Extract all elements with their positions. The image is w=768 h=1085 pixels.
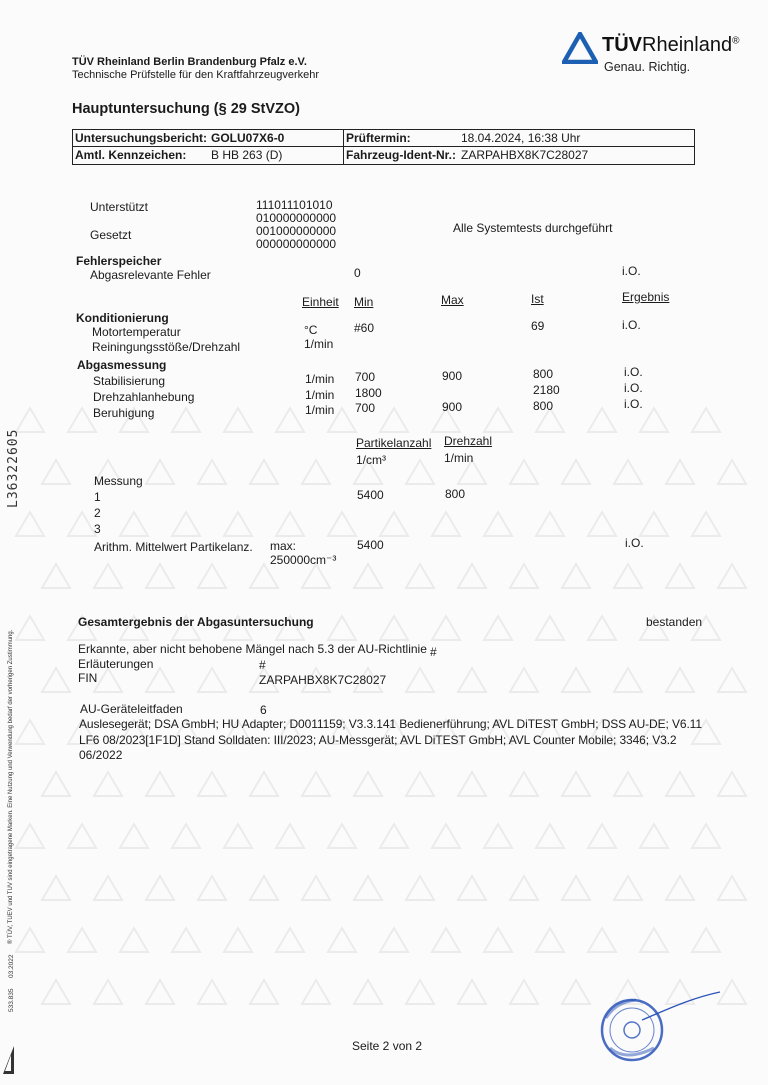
exhaust-row-label: Beruhigung (93, 406, 155, 420)
watermark-triangle (198, 668, 226, 692)
watermark-triangle (224, 512, 252, 536)
watermark-triangle (718, 876, 746, 900)
watermark-triangle (380, 512, 408, 536)
serial-number: L36322605 (6, 428, 21, 508)
watermark-triangle (198, 564, 226, 588)
watermark-triangle (406, 460, 434, 484)
watermark-triangle (458, 668, 486, 692)
form-date: 03.2022 (8, 954, 15, 978)
summary-result: bestanden (646, 615, 703, 629)
watermark-triangle (458, 876, 486, 900)
tuv-triangle-icon (562, 32, 598, 64)
logo-wordmark: TÜVRheinland® (602, 34, 740, 56)
column-max: Max (441, 293, 464, 307)
exhaust-row-unit: 1/min (305, 388, 335, 402)
watermark-triangle (458, 564, 486, 588)
watermark-triangle (302, 772, 330, 796)
watermark-triangle (198, 980, 226, 1004)
watermark-triangle (146, 980, 174, 1004)
watermark-triangle (692, 512, 720, 536)
watermark-triangle (328, 512, 356, 536)
conditioning-row-unit: 1/min (304, 337, 334, 351)
defects-label: Erkannte, aber nicht behobene Mängel nach 5.3 der AU-Richtlinie (78, 642, 427, 656)
watermark-triangle (458, 980, 486, 1004)
system-tests-status: Alle Systemtests durchgeführt (453, 221, 613, 235)
exhaust-row-result: i.O. (624, 397, 643, 411)
watermark-triangle (614, 772, 642, 796)
watermark-triangle (250, 564, 278, 588)
conditioning-row-label: Reiningungsstöße/Drehzahl (92, 340, 241, 354)
watermark-triangle (692, 824, 720, 848)
watermark-triangle (484, 824, 512, 848)
org-name: TÜV Rheinland Berlin Brandenburg Pfalz e.V. (72, 56, 307, 68)
watermark-triangle (640, 928, 668, 952)
watermark-triangle (614, 564, 642, 588)
watermark-triangle (94, 876, 122, 900)
watermark-triangle (250, 876, 278, 900)
rpm-unit: 1/min (444, 451, 474, 465)
org-subtitle: Technische Prüfstelle für den Kraftfahrzeugverkehr (72, 69, 320, 81)
watermark-triangle (510, 564, 538, 588)
page-number: Seite 2 von 2 (352, 1039, 423, 1053)
vin-label: Fahrzeug-Ident-Nr.: (346, 148, 456, 162)
devices-line: Auslesegerät; DSA GmbH; HU Adapter; D0011159; V3.3.141 Bedienerführung; AVL DiTEST GmbH; DSS AU-DE; V6.11 (79, 717, 702, 731)
watermark-triangle (146, 772, 174, 796)
corner-mark-icon (2, 1045, 16, 1075)
watermark-triangle (224, 928, 252, 952)
watermark-triangle (406, 980, 434, 1004)
watermark-triangle (250, 772, 278, 796)
watermark-triangle (276, 512, 304, 536)
exhaust-row-min: 1800 (355, 386, 382, 400)
watermark-triangle (276, 928, 304, 952)
exhaust-row-actual: 800 (533, 399, 554, 413)
watermark-triangle (380, 408, 408, 432)
notes-label: Erläuterungen (78, 657, 154, 671)
watermark-triangle (640, 824, 668, 848)
watermark-triangle (406, 564, 434, 588)
watermark-triangle (666, 564, 694, 588)
watermark-triangle (510, 980, 538, 1004)
watermark-triangle (484, 616, 512, 640)
watermark-triangle (94, 980, 122, 1004)
watermark-triangle (718, 460, 746, 484)
exhaust-row-label: Stabilisierung (93, 374, 166, 388)
conditioning-row-label: Motortemperatur (92, 325, 181, 339)
readiness-code: 111011101010 (256, 198, 333, 212)
supported-label: Unterstützt (90, 200, 149, 214)
column-actual: Ist (531, 292, 544, 306)
summary-title: Gesamtergebnis der Abgasuntersuchung (78, 615, 314, 629)
watermark-triangle (536, 928, 564, 952)
watermark-triangle (432, 824, 460, 848)
watermark-triangle (432, 512, 460, 536)
info-table-divider (343, 130, 344, 164)
particle-count-unit: 1/cm³ (356, 453, 386, 467)
watermark-triangle (354, 772, 382, 796)
watermark-triangle (198, 460, 226, 484)
watermark-triangle (432, 616, 460, 640)
watermark-triangle (510, 668, 538, 692)
watermark-triangle (302, 876, 330, 900)
watermark-triangle (380, 824, 408, 848)
watermark-triangle (354, 980, 382, 1004)
readiness-code: 000000000000 (256, 237, 337, 251)
document-title: Hauptuntersuchung (§ 29 StVZO) (72, 101, 300, 117)
watermark-triangle (172, 824, 200, 848)
watermark-triangle (588, 408, 616, 432)
exhaust-row-actual: 800 (533, 367, 554, 381)
watermark-triangle (42, 772, 70, 796)
watermark-triangle (224, 824, 252, 848)
watermark-triangle (16, 824, 44, 848)
mean-max-value: 250000cm⁻³ (270, 553, 337, 567)
inspection-stamp (596, 990, 726, 1070)
column-min: Min (354, 295, 374, 309)
watermark-triangle (406, 668, 434, 692)
watermark-triangle (146, 876, 174, 900)
watermark-triangle (640, 408, 668, 432)
watermark-triangle (224, 408, 252, 432)
watermark-triangle (120, 928, 148, 952)
guide-value: 6 (260, 703, 267, 717)
watermark-triangle (432, 928, 460, 952)
watermark-triangle (562, 460, 590, 484)
watermark-triangle (16, 616, 44, 640)
watermark-triangle (16, 512, 44, 536)
watermark-triangle (640, 512, 668, 536)
watermark-triangle (94, 564, 122, 588)
watermark-triangle (510, 876, 538, 900)
watermark-triangle (42, 668, 70, 692)
watermark-triangle (146, 460, 174, 484)
watermark-triangle (614, 460, 642, 484)
watermark-triangle (614, 876, 642, 900)
watermark-triangle (380, 616, 408, 640)
watermark-triangle (510, 772, 538, 796)
watermark-triangle (302, 460, 330, 484)
watermark-triangle (354, 876, 382, 900)
plate-value: B HB 263 (D) (211, 148, 283, 162)
measure-label: Messung (94, 474, 143, 488)
conditioning-row-min: #60 (354, 321, 375, 335)
exhaust-row-unit: 1/min (305, 372, 335, 386)
watermark-triangle (484, 408, 512, 432)
watermark-triangle (536, 824, 564, 848)
report-label: Untersuchungsbericht: (75, 131, 208, 145)
watermark-triangle (250, 460, 278, 484)
watermark-triangle (302, 980, 330, 1004)
watermark-triangle (16, 720, 44, 744)
exhaust-row-max: 900 (442, 369, 463, 383)
watermark-triangle (536, 616, 564, 640)
watermark-triangle (146, 668, 174, 692)
watermark-triangle (172, 408, 200, 432)
defects-value: # (430, 645, 437, 659)
exhaust-title: Abgasmessung (77, 358, 167, 372)
fault-memory-label: Abgasrelevante Fehler (90, 268, 211, 282)
watermark-triangle (562, 564, 590, 588)
column-unit: Einheit (302, 295, 339, 309)
vin-value: ZARPAHBX8K7C28027 (461, 148, 589, 162)
watermark-triangle (94, 668, 122, 692)
fin-label: FIN (78, 671, 98, 685)
watermark-triangle (68, 408, 96, 432)
measure-rpm: 800 (445, 487, 466, 501)
watermark-triangle (588, 616, 616, 640)
legal-notice: ® TÜV, TUEV und TUV sind eingetragene Marken. Eine Nutzung und Verwendung bedarf der vorherigen Zustimmung. (8, 629, 14, 944)
watermark-triangle (562, 980, 590, 1004)
watermark-triangle (484, 928, 512, 952)
mean-result: i.O. (625, 536, 644, 550)
conditioning-row-result: i.O. (622, 318, 641, 332)
readiness-code: 010000000000 (256, 211, 337, 225)
watermark-triangle (328, 928, 356, 952)
watermark-triangle (354, 564, 382, 588)
fault-memory-title: Fehlerspeicher (76, 254, 162, 268)
watermark-triangle (68, 928, 96, 952)
watermark-triangle (588, 928, 616, 952)
watermark-triangle (614, 668, 642, 692)
watermark-triangle (276, 408, 304, 432)
watermark-triangle (562, 876, 590, 900)
watermark-triangle (250, 980, 278, 1004)
fault-memory-value: 0 (354, 266, 361, 280)
watermark-triangle (328, 616, 356, 640)
measure-no: 3 (94, 522, 101, 536)
watermark-triangle (666, 772, 694, 796)
watermark-triangle (458, 772, 486, 796)
watermark-triangle (94, 772, 122, 796)
exhaust-row-unit: 1/min (305, 403, 335, 417)
watermark-triangle (718, 668, 746, 692)
watermark-triangle (692, 928, 720, 952)
watermark-triangle (120, 512, 148, 536)
measure-no: 2 (94, 506, 101, 520)
column-result: Ergebnis (622, 290, 670, 304)
exhaust-row-result: i.O. (624, 365, 643, 379)
guide-label: AU-Geräteleitfaden (80, 702, 183, 716)
watermark-triangle (42, 564, 70, 588)
date-label: Prüftermin: (346, 131, 411, 145)
watermark-triangle (68, 512, 96, 536)
fault-memory-result: i.O. (622, 264, 641, 278)
conditioning-title: Konditionierung (76, 311, 169, 325)
watermark-triangle (588, 512, 616, 536)
set-label: Gesetzt (90, 228, 132, 242)
mean-label: Arithm. Mittelwert Partikelanz. (94, 540, 253, 554)
watermark-triangle (172, 512, 200, 536)
logo-slogan: Genau. Richtig. (604, 60, 691, 74)
watermark-triangle (484, 512, 512, 536)
watermark-triangle (120, 824, 148, 848)
watermark-triangle (588, 824, 616, 848)
devices-line: 06/2022 (79, 748, 123, 762)
watermark-triangle (68, 824, 96, 848)
watermark-triangle (692, 408, 720, 432)
watermark-triangle (562, 668, 590, 692)
exhaust-row-max: 900 (442, 400, 463, 414)
exhaust-row-min: 700 (355, 370, 376, 384)
devices-line: LF6 08/2023[1F1D] Stand Solldaten: III/2023; AU-Messgerät; AVL DiTEST GmbH; AVL Counter Mobile; 3346; V3.2 (79, 733, 677, 747)
rpm-head: Drehzahl (444, 434, 493, 448)
watermark-triangle (718, 564, 746, 588)
watermark-triangle (536, 512, 564, 536)
watermark-triangle (172, 928, 200, 952)
watermark-triangle (666, 668, 694, 692)
plate-label: Amtl. Kennzeichen: (75, 148, 187, 162)
info-table (72, 129, 695, 165)
exhaust-row-result: i.O. (624, 381, 643, 395)
conditioning-row-actual: 69 (531, 319, 545, 333)
watermark-triangle (666, 460, 694, 484)
watermark-triangle (16, 928, 44, 952)
readiness-code: 001000000000 (256, 224, 337, 238)
watermark-triangle (666, 876, 694, 900)
watermark-triangle (198, 876, 226, 900)
conditioning-row-unit: °C (304, 323, 318, 337)
watermark-triangle (146, 564, 174, 588)
mean-max-label: max: (270, 539, 297, 553)
watermark-triangle (510, 460, 538, 484)
fin-value: ZARPAHBX8K7C28027 (259, 673, 387, 687)
exhaust-row-min: 700 (355, 401, 376, 415)
watermark-triangle (328, 824, 356, 848)
exhaust-row-actual: 2180 (533, 383, 560, 397)
watermark-triangle (42, 876, 70, 900)
watermark-triangle (302, 564, 330, 588)
watermark-triangle (380, 928, 408, 952)
watermark-triangle (562, 772, 590, 796)
watermark-triangle (198, 772, 226, 796)
exhaust-row-label: Drehzahlanhebung (93, 390, 195, 404)
tuv-logo (562, 30, 762, 80)
particle-count-head: Partikelanzahl (356, 436, 432, 450)
notes-value: # (259, 658, 266, 672)
mean-value: 5400 (357, 538, 384, 552)
form-number: 533.835 (8, 988, 15, 1012)
report-value: GOLU07X6-0 (211, 131, 285, 145)
watermark-triangle (42, 980, 70, 1004)
watermark-triangle (406, 876, 434, 900)
measure-no: 1 (94, 490, 101, 504)
measure-particles: 5400 (357, 488, 384, 502)
watermark-triangle (276, 824, 304, 848)
watermark-triangle (406, 772, 434, 796)
date-value: 18.04.2024, 16:38 Uhr (461, 131, 581, 145)
watermark-triangle (42, 460, 70, 484)
watermark-triangle (718, 772, 746, 796)
